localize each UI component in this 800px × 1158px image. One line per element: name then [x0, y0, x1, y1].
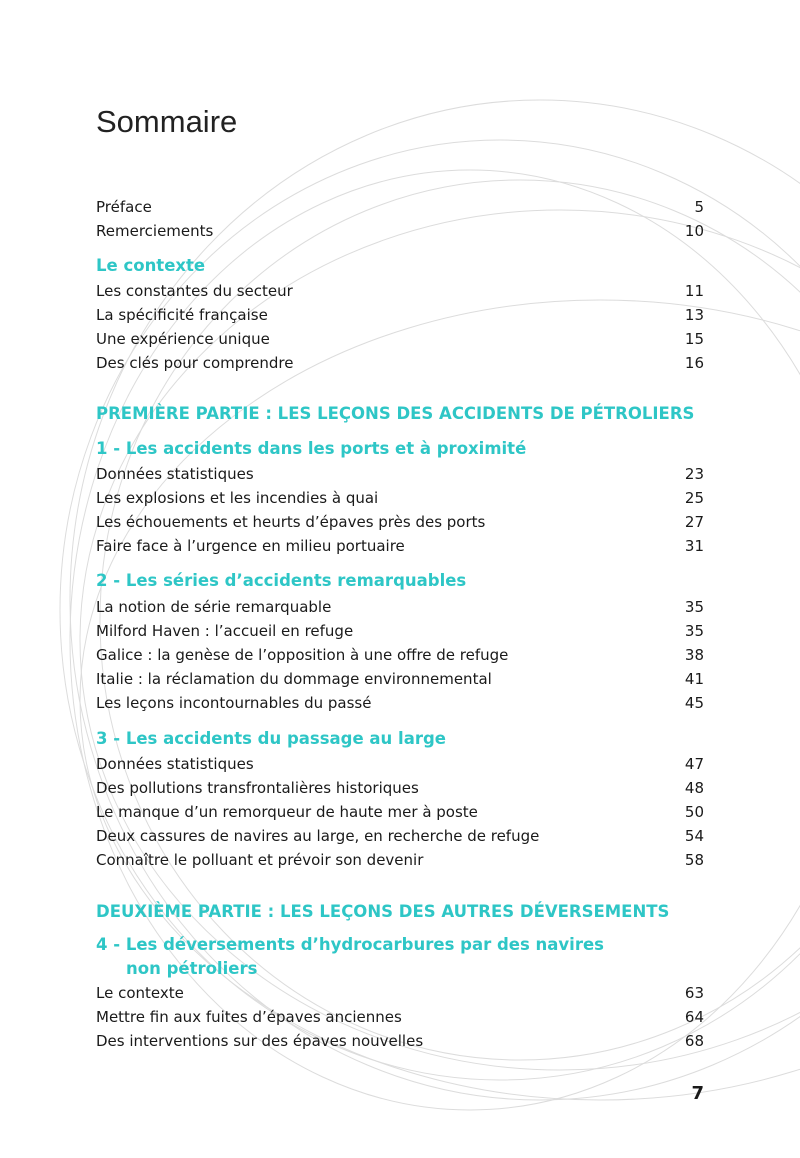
toc-entry[interactable] [96, 597, 704, 617]
toc-section-heading[interactable] [96, 959, 704, 979]
toc-entry[interactable] [96, 983, 704, 1003]
toc-section-heading[interactable] [96, 935, 704, 955]
toc-entry-page: 63 [684, 984, 704, 1002]
toc-entry-page: 64 [684, 1008, 704, 1026]
toc-entry-label: Deux cassures de navires au large, en recherche de refuge [96, 827, 540, 845]
toc-entry-page: 35 [684, 598, 704, 616]
toc-entry-label: Données statistiques [96, 755, 254, 773]
toc-entry[interactable] [96, 621, 704, 641]
toc-entry-page: 11 [684, 282, 704, 300]
page-title: Sommaire [96, 104, 238, 139]
toc-entry-label: Milford Haven : l’accueil en refuge [96, 622, 354, 640]
toc-entry-label: Le contexte [96, 984, 184, 1002]
heading-label: 3 - Les accidents du passage au large [96, 729, 446, 748]
heading-label: non pétroliers [126, 959, 258, 978]
toc-entry-page: 41 [684, 670, 704, 688]
toc-entry-page: 47 [684, 755, 704, 773]
toc-entry[interactable] [96, 197, 704, 217]
toc-entry-page: 16 [684, 354, 704, 372]
toc-entry-label: Des interventions sur des épaves nouvelles [96, 1032, 424, 1050]
toc-entry-page: 38 [684, 646, 704, 664]
toc-section-heading[interactable] [96, 439, 704, 459]
toc-section-heading[interactable] [96, 729, 704, 749]
toc-entry[interactable] [96, 221, 704, 241]
toc-entry[interactable] [96, 464, 704, 484]
toc-entry-label: Le manque d’un remorqueur de haute mer à poste [96, 803, 478, 821]
toc-entry-label: Galice : la genèse de l’opposition à une offre de refuge [96, 646, 509, 664]
toc-entry-label: La spécificité française [96, 306, 268, 324]
toc-section-heading[interactable] [96, 571, 704, 591]
toc-entry-label: Les leçons incontournables du passé [96, 694, 372, 712]
heading-label: PREMIÈRE PARTIE : LES LEÇONS DES ACCIDENTS DE PÉTROLIERS [96, 404, 695, 423]
heading-label: 2 - Les séries d’accidents remarquables [96, 571, 467, 590]
toc-section-heading[interactable] [96, 256, 704, 276]
toc-entry-label: Des pollutions transfrontalières historiques [96, 779, 419, 797]
toc-entry-label: Mettre fin aux fuites d’épaves anciennes [96, 1008, 402, 1026]
toc-entry[interactable] [96, 488, 704, 508]
toc-entry[interactable] [96, 512, 704, 532]
toc-entry[interactable] [96, 1007, 704, 1027]
toc-entry-page: 31 [684, 537, 704, 555]
toc-entry[interactable] [96, 669, 704, 689]
toc-entry-page: 25 [684, 489, 704, 507]
toc-entry-label: La notion de série remarquable [96, 598, 332, 616]
toc-part-heading[interactable] [96, 404, 704, 424]
page-number: 7 [691, 1083, 704, 1104]
toc-entry-label: Données statistiques [96, 465, 254, 483]
toc-entry-label: Les constantes du secteur [96, 282, 293, 300]
toc-entry[interactable] [96, 754, 704, 774]
toc-entry[interactable] [96, 826, 704, 846]
toc-entry-page: 13 [684, 306, 704, 324]
toc-entry-page: 48 [684, 779, 704, 797]
toc-entry[interactable] [96, 645, 704, 665]
toc-entry-label: Faire face à l’urgence en milieu portuaire [96, 537, 405, 555]
toc-entry[interactable] [96, 1031, 704, 1051]
toc-entry-page: 58 [684, 851, 704, 869]
toc-entry[interactable] [96, 778, 704, 798]
toc-entry-label: Préface [96, 198, 152, 216]
toc-entry[interactable] [96, 802, 704, 822]
toc-entry[interactable] [96, 305, 704, 325]
toc-entry-page: 45 [684, 694, 704, 712]
toc-entry[interactable] [96, 329, 704, 349]
toc-entry-page: 27 [684, 513, 704, 531]
toc-entry-label: Les échouements et heurts d’épaves près des ports [96, 513, 486, 531]
heading-label: Le contexte [96, 256, 206, 275]
toc-entry-label: Une expérience unique [96, 330, 270, 348]
toc-entry-label: Des clés pour comprendre [96, 354, 294, 372]
toc-entry-page: 10 [684, 222, 704, 240]
toc-entry-label: Connaître le polluant et prévoir son devenir [96, 851, 424, 869]
heading-label: DEUXIÈME PARTIE : LES LEÇONS DES AUTRES DÉVERSEMENTS [96, 902, 670, 921]
toc-entry[interactable] [96, 536, 704, 556]
toc-entry-label: Italie : la réclamation du dommage environnemental [96, 670, 492, 688]
toc-entry[interactable] [96, 281, 704, 301]
heading-label: 1 - Les accidents dans les ports et à proximité [96, 439, 527, 458]
heading-label: 4 - Les déversements d’hydrocarbures par des navires [96, 935, 604, 954]
toc-entry-page: 50 [684, 803, 704, 821]
toc-entry-page: 5 [694, 198, 704, 216]
toc-entry[interactable] [96, 353, 704, 373]
toc-entry-page: 23 [684, 465, 704, 483]
toc-entry-label: Les explosions et les incendies à quai [96, 489, 379, 507]
toc-entry-page: 68 [684, 1032, 704, 1050]
toc-entry-page: 54 [684, 827, 704, 845]
toc-part-heading[interactable] [96, 902, 704, 922]
toc-entry-page: 35 [684, 622, 704, 640]
toc-entry-label: Remerciements [96, 222, 214, 240]
toc-entry[interactable] [96, 850, 704, 870]
toc-entry[interactable] [96, 693, 704, 713]
toc-entry-page: 15 [684, 330, 704, 348]
